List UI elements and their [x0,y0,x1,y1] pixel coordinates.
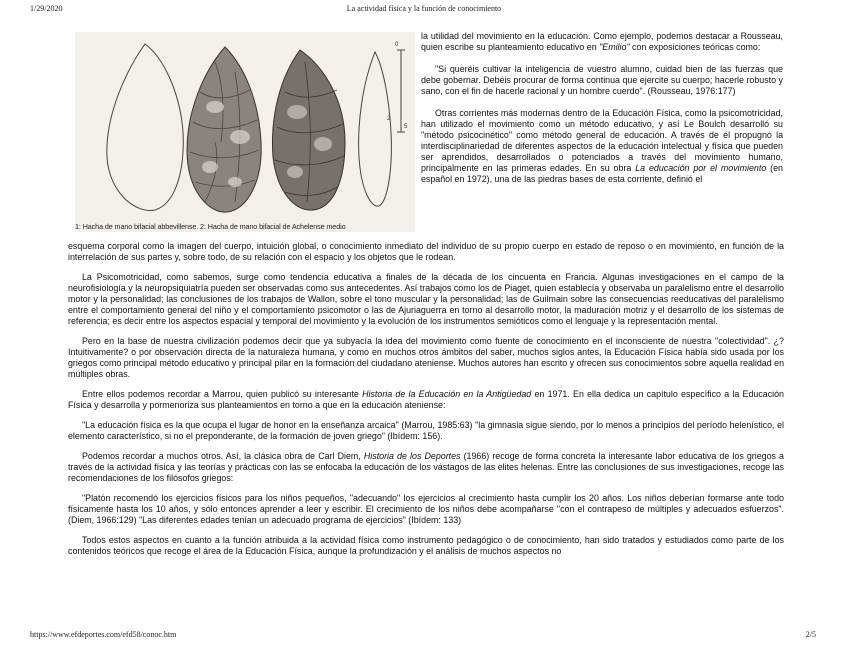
main-text [68,241,784,557]
paragraph-psychomotricity: Otras corrientes más modernas dentro de la Educación Física, como la psicomotricidad, han utilizado el movimiento como un método educativo, y así Le Boulch desarrolló su "método psicocinético" como método general de educación. A través de él propugnó la interdisciplinariedad de diferentes aspectos de la educación intelectual y física que pueden ser aprendidos, desarrollados o potenciados a través del movimiento humano, principalmente en las primeras edades. En su obra La educación por el movimiento (en español en 1972), una de las piedras bases de esta corriente, definió el [421,108,783,184]
rousseau-quote: "Si queréis cultivar la inteligencia de vuestro alumno, cuidad bien de las fuerzas que debe gobernar. Debéis procurar de forma continua que ejercite su cuerpo; hacerle robusto y sano, con el fin de hacerle racional y un hombre cuerdo". (Rousseau, 1976:177) [421,64,783,96]
diem-quote: "Platón recomendó los ejercicios físicos para los niños pequeños, "adecuando" los ejercicios al crecimiento hasta cumplir los 20 años. Los niños deberían formarse ante todo físicamente hasta los 10 años, y sólo entonces aprender a leer y escribir. El crecimiento de los niños debe acompañarse "con el contrapeso de múltiples y adecuados esfuerzos". (Diem, 1966:129) "Las diferentes edades tenían un adecuado programa de ejercicios" (Ibídem: 133) [68,493,784,525]
marrou-quote: "La educación física es la que ocupa el lugar de honor en la enseñanza arcaica" (Marrou, 1985:63) "la gimnasia sigue siendo, por lo menos a principios del período helenístico, el elemento característico, si no el preponderante, de la formación de joven griego" (Ibídem: 156). [68,420,784,441]
print-date: 1/29/2020 [30,4,63,13]
hand-axes-illustration [75,32,415,232]
paragraph-conclusion: Todos estos aspectos en cuanto a la función atribuida a la actividad física como instrumento pedagógico o de conocimiento, han sido tratados y estudiados como parte de los contenidos teóricos que recoge el área de la Educación Física, aunque la profundización y el análisis de muchos aspectos no [68,535,784,556]
le-boulch-book-title: La educación por el movimiento [635,163,767,173]
paragraph-psychomotricity-origins: La Psicomotricidad, como sabemos, surge como tendencia educativa a finales de la década de los cincuenta en Francia. Algunas investigaciones en el campo de la neurofisiología y la neuropsiquiatría pueden ser observadas como sus antecedentes. Así trabajos como los de Piaget, quien establecía y observaba un paralelismo entre el desarrollo motor y la personalidad; las conclusiones de los trabajos de Wallon, sobre el tono muscular y la personalidad; las de Guilmain sobre las consecuencias reeducativas del paralelismo entre el comportamiento general del niño y el comportamiento psicomotor o las de Ajuriaguerra en torno al desarrollo motor, la maduración motriz y el desarrollo de los sistemas de referencia; es decir entre los aspectos espacial y temporal del movimiento y la evolución de los instrumentos semióticos como el lenguaje y la representación mental. [68,272,784,326]
figure-label-2: 2 [387,116,391,122]
scale-label: 0 [395,42,399,48]
hand-axe-2-outline [359,52,392,206]
right-column [421,31,783,185]
paragraph-body-schema: esquema corporal como la imagen del cuerpo, intuición global, o conocimiento inmediato del individuo de su propio cuerpo en estado de reposo o en movimiento, en función de la interrelación de sus partes y, sobre todo, de su relación con el espacio y los objetos que le rodean. [68,241,784,262]
paragraph-rousseau: la utilidad del movimiento en la educación. Como ejemplo, podemos destacar a Rousseau, quien escribe su planteamiento educativo en "Emilio" con exposiciones teóricas como: [421,31,783,52]
page-number: 2/5 [805,630,816,639]
scale-label-2: 5 [404,124,408,130]
hand-axe-1-outline [107,44,183,210]
paragraph-diem: Podemos recordar a muchos otros. Así, la clásica obra de Carl Diem, Historia de los Deportes (1966) recoge de forma concreta la interesante labor educativa de los griegos a través de la actividad física y las teorías y prácticas con las se enfocaba la educación de los vástagos de las elites helenas. Entre las conclusiones de sus investigaciones, recoge las recomendaciones de los filósofos griegos: [68,451,784,483]
paragraph-marrou: Entre ellos podemos recordar a Marrou, quien publicó su interesante Historia de la Educación en la Antigüedad en 1971. En ella dedica un capítulo específico a la Educación Física y desarrolla y pormenoriza sus planteamientos en torno a que en la educación ateniense: [68,389,784,410]
figure-caption: 1: Hacha de mano bifacial abbevillense. 2: Hacha de mano bifacial de Achelense medio [75,222,346,231]
diem-book-title: Historia de los Deportes [363,451,461,461]
page-title: La actividad física y la función de conocimiento [346,4,502,13]
hand-axe-1-face [187,47,261,212]
emilio-title: "Emilio" [599,42,630,52]
paragraph-civilization: Pero en la base de nuestra civilización podemos decir que ya subyacía la idea del movimiento como fuente de conocimiento en el inconsciente de nuestra "colectividad". ¿?Intuitivamente? o por observación directa de la naturaleza humana, y como en muchos otros ámbitos del saber, muchos siglos antes, la Educación Física había sido usada por los griegos como principal método educativo y principal pilar en la formación del ciudadano ateniense. Muchos autores han escrito y ofrecen sus conocimientos sobre aquella realidad en múltiples obras. [68,336,784,379]
marrou-book-title: Historia de la Educación en la Antigüedad [362,389,532,399]
page-url[interactable]: https://www.efdeportes.com/efd58/conoc.htm [30,630,177,639]
